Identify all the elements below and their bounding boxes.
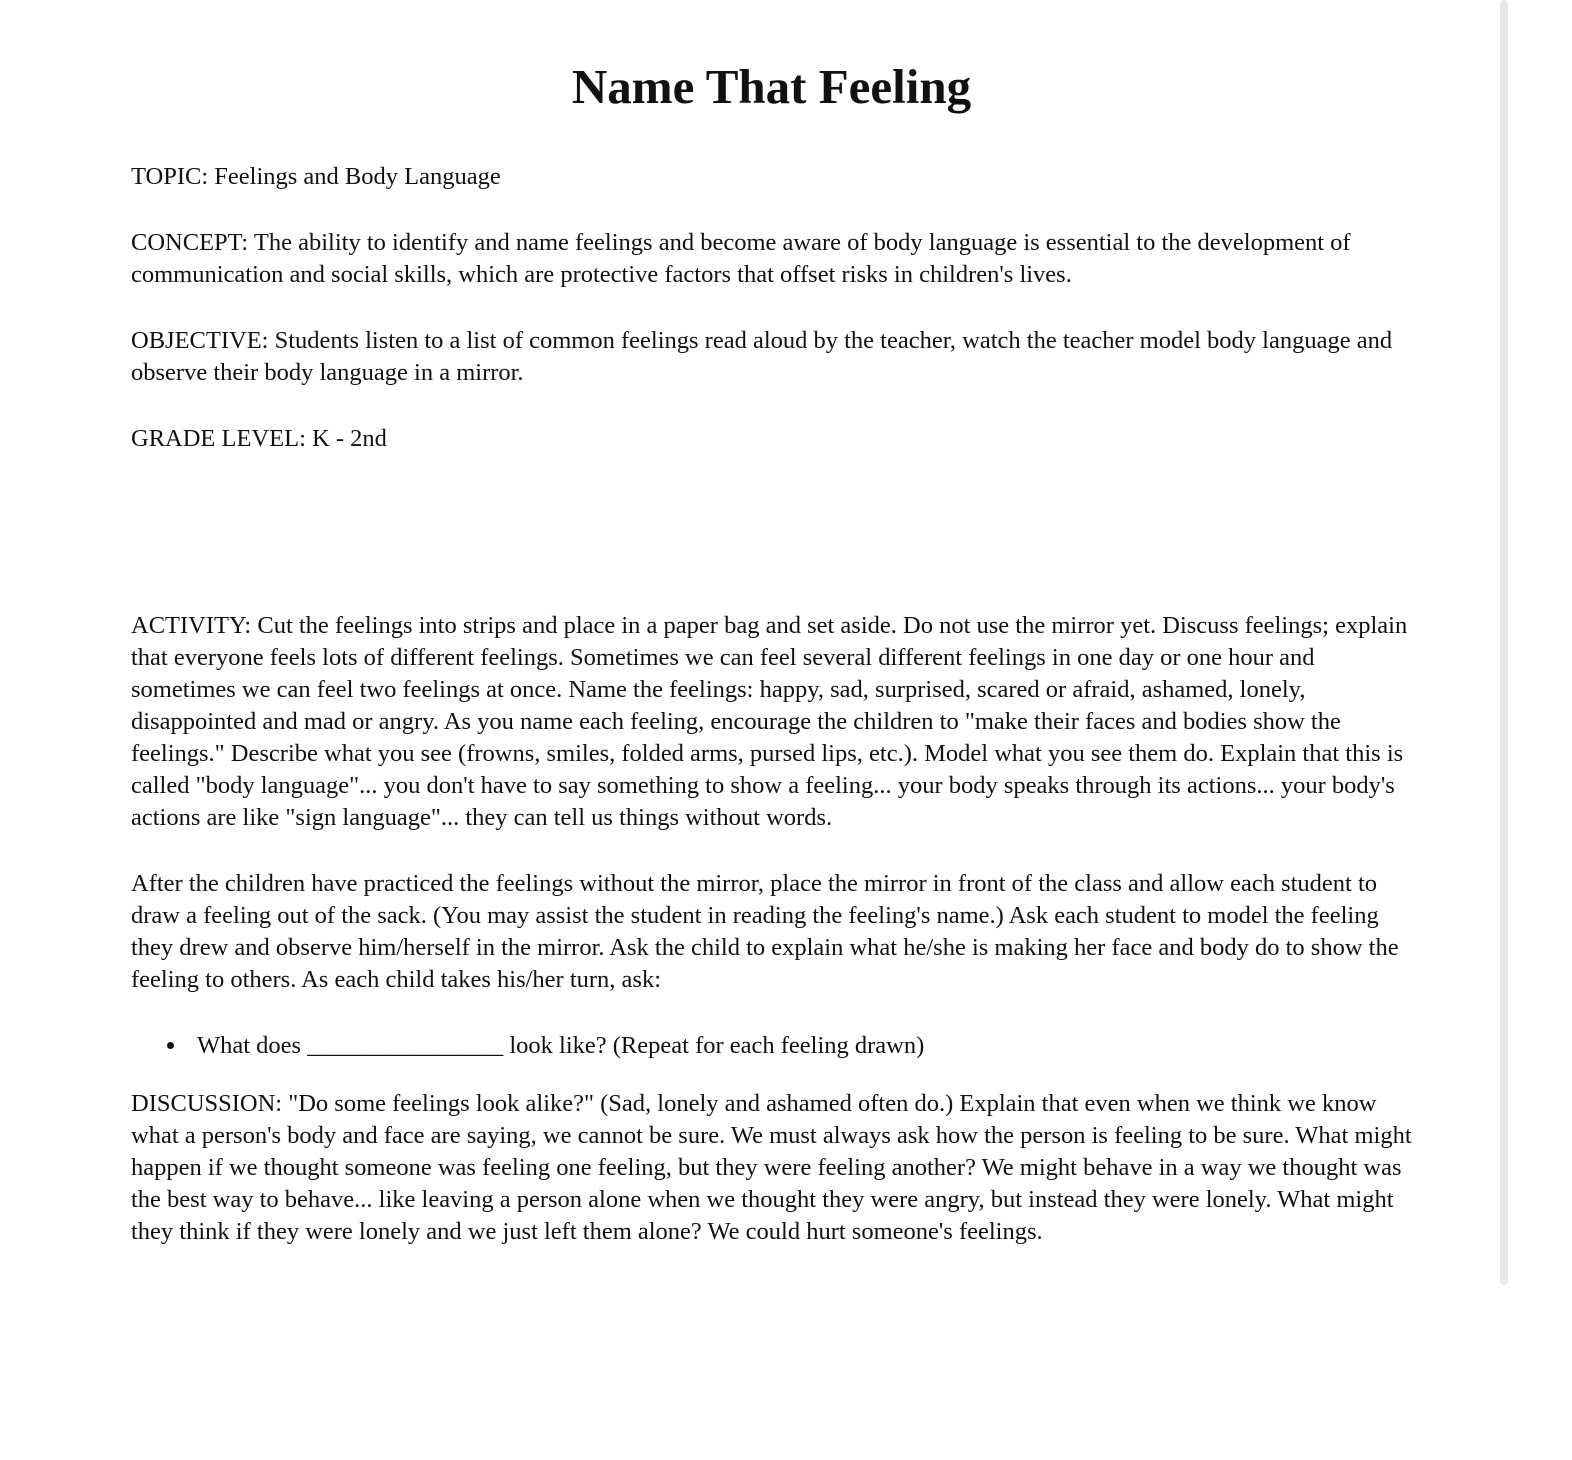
mirror-practice-paragraph: After the children have practiced the feelings without the mirror, place the mirror in front of the class and allow each student to draw a feeling out of the sack. (You may assist the student in reading the feeling's name.) Ask each student to model the feeling they drew and observe him/herself in the mirror. Ask the child to explain what he/she is making her face and body do to show the feeling to others. As each child takes his/her turn, ask:: [131, 869, 1399, 993]
grade-level-paragraph: GRADE LEVEL: K - 2nd: [131, 424, 387, 452]
discussion-paragraph: DISCUSSION: "Do some feelings look alike?" (Sad, lonely and ashamed often do.) Explain that even when we think we know what a person's body and face are saying, we cannot be sure. We must always ask how the person is feeling to be sure. What might happen if we thought someone was feeling one feeling, but they were feeling another? We might behave in a way we thought was the best way to behave... like leaving a person alone when we thought they were angry, but instead they were lonely. What might they think if they were lonely and we just left them alone? We could hurt someone's feelings.: [131, 1089, 1412, 1245]
vertical-scrollbar[interactable]: [1500, 0, 1508, 1285]
page-title: Name That Feeling: [571, 59, 972, 114]
lesson-document: [131, 58, 1412, 1282]
concept-paragraph: CONCEPT: The ability to identify and name feelings and become aware of body language is essential to the development of communication and social skills, which are protective factors that offset risks in children's lives.: [131, 228, 1351, 288]
question-bullet-list: [131, 1030, 1412, 1062]
blank-gap: [131, 489, 1412, 610]
activity-paragraph: ACTIVITY: Cut the feelings into strips and place in a paper bag and set aside. Do not use the mirror yet. Discuss feelings; explain that everyone feels lots of different feelings. Sometimes we can feel several different feelings in one day or one hour and sometimes we can feel two feelings at once. Name the feelings: happy, sad, surprised, scared or afraid, ashamed, lonely, disappointed and mad or angry. As you name each feeling, encourage the children to "make their faces and bodies show the feelings." Describe what you see (frowns, smiles, folded arms, pursed lips, etc.). Model what you see them do. Explain that this is called "body language"... you don't have to say something to show a feeling... your body speaks through its actions... your body's actions are like "sign language"... they can tell us things without words.: [131, 611, 1408, 831]
bullet-question-text: What does ________________ look like? (Repeat for each feeling drawn): [197, 1031, 925, 1059]
objective-paragraph: OBJECTIVE: Students listen to a list of common feelings read aloud by the teacher, watch the teacher model body language and observe their body language in a mirror.: [131, 326, 1393, 386]
topic-paragraph: TOPIC: Feelings and Body Language: [131, 162, 501, 190]
list-item: [188, 1030, 1412, 1062]
